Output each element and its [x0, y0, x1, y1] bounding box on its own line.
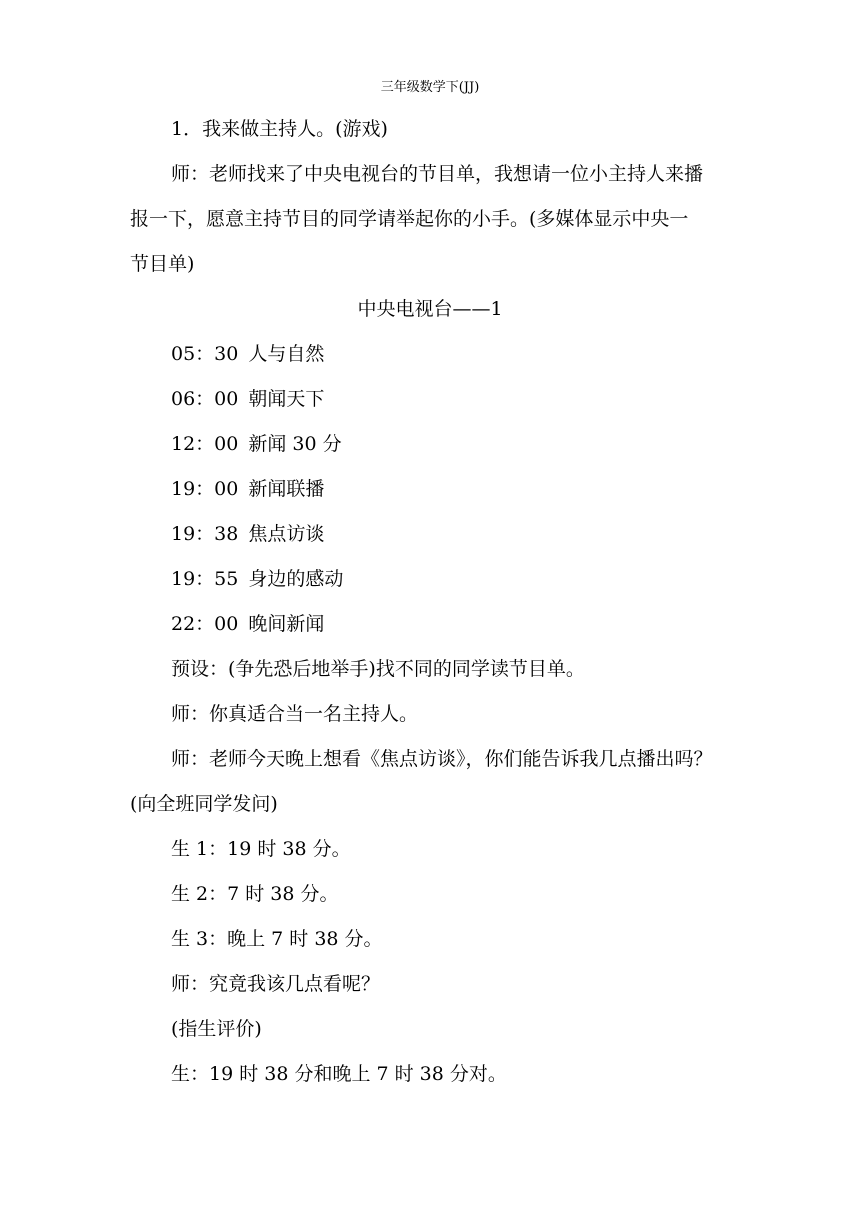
student-3-answer: 生 3：晚上 7 时 38 分。: [171, 928, 383, 950]
preset-line: 预设：(争先恐后地举手)找不同的同学读节目单。: [171, 658, 585, 680]
teacher-ask: 师：究竟我该几点看呢？: [171, 973, 381, 995]
schedule-program: 晚间新闻: [248, 613, 325, 635]
teacher-question-line-2: (向全班同学发问): [130, 793, 278, 815]
schedule-program: 新闻联播: [248, 478, 325, 500]
teacher-line-1: 师：老师找来了中央电视台的节目单，我想请一位小主持人来播: [171, 163, 704, 185]
teacher-question-line-1: 师：老师今天晚上想看《焦点访谈》，你们能告诉我几点播出吗？: [171, 748, 713, 770]
student-1-answer: 生 1：19 时 38 分。: [171, 838, 351, 860]
schedule-item: [171, 342, 324, 366]
student-2-answer: 生 2：7 时 38 分。: [171, 883, 339, 905]
student-answer: 生：19 时 38 分和晚上 7 时 38 分对。: [171, 1063, 507, 1085]
instruction-line: (指生评价): [171, 1018, 262, 1040]
schedule-item: [171, 522, 324, 546]
schedule-time: 19：00: [171, 478, 239, 500]
schedule-time: 05：30: [171, 343, 239, 365]
schedule-time: 19：38: [171, 523, 239, 545]
item-heading: 1．我来做主持人。(游戏): [171, 118, 388, 140]
schedule-program: 焦点访谈: [248, 523, 325, 545]
schedule-item: [171, 612, 324, 636]
schedule-time: 12：00: [171, 433, 239, 455]
schedule-time: 22：00: [171, 613, 239, 635]
schedule-item: [171, 477, 324, 501]
schedule-title: 中央电视台——1: [357, 298, 503, 320]
page-header: 三年级数学下(JJ): [380, 80, 480, 95]
schedule-program: 新闻 30 分: [248, 433, 342, 455]
schedule-program: 人与自然: [248, 343, 325, 365]
schedule-program: 身边的感动: [248, 568, 344, 590]
teacher-line-3: 节目单): [130, 253, 195, 275]
teacher-praise: 师：你真适合当一名主持人。: [171, 703, 419, 725]
schedule-item: [171, 432, 342, 456]
schedule-item: [171, 567, 343, 591]
schedule-time: 19：55: [171, 568, 239, 590]
teacher-line-2: 报一下，愿意主持节目的同学请举起你的小手。(多媒体显示中央一: [130, 208, 689, 230]
schedule-program: 朝闻天下: [248, 388, 325, 410]
schedule-time: 06：00: [171, 388, 239, 410]
schedule-item: [171, 387, 324, 411]
